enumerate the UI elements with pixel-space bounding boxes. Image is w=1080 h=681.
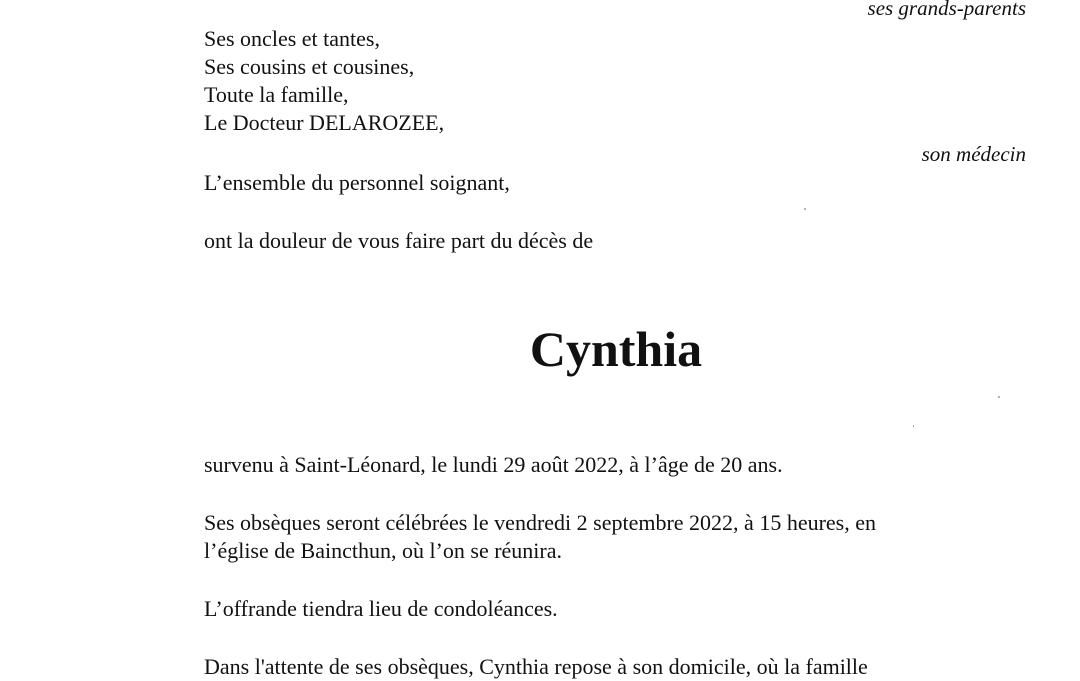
rest-line-partial: Dans l'attente de ses obsèques, Cynthia repose à son domicile, où la famille (204, 654, 868, 679)
grandparents-role: ses grands-parents (867, 0, 1026, 20)
scan-speck (913, 425, 914, 427)
funeral-line-2: l’église de Baincthun, où l’on se réunira. (204, 538, 563, 563)
family-line-doctor: Le Docteur DELAROZEE, (204, 110, 445, 135)
scan-speck (998, 396, 1000, 398)
family-line-cousins: Ses cousins et cousines, (204, 54, 415, 79)
doctor-role: son médecin (921, 142, 1026, 166)
offering-line: L’offrande tiendra lieu de condoléances. (204, 596, 558, 621)
family-line-uncles: Ses oncles et tantes, (204, 26, 380, 51)
death-details-line: survenu à Saint-Léonard, le lundi 29 août 2022, à l’âge de 20 ans. (204, 452, 783, 477)
announcement-line: ont la douleur de vous faire part du décès de (204, 228, 594, 253)
family-line-whole-family: Toute la famille, (204, 82, 349, 107)
staff-line: L’ensemble du personnel soignant, (204, 170, 510, 195)
scan-speck (804, 208, 806, 210)
funeral-line-1: Ses obsèques seront célébrées le vendredi 2 septembre 2022, à 15 heures, en (204, 510, 876, 535)
deceased-name: Cynthia (529, 321, 703, 377)
